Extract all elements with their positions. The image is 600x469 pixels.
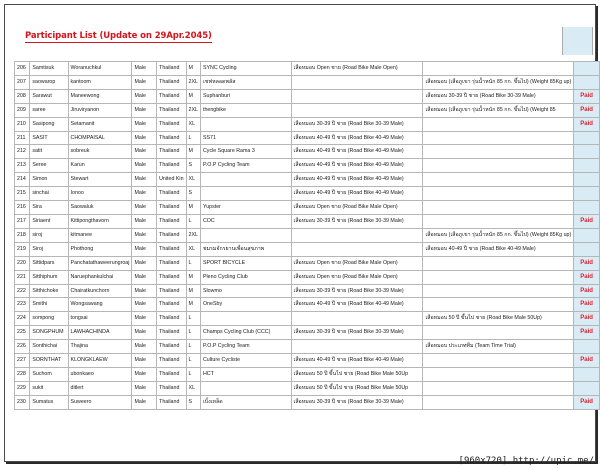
- cell-first: Sumatus: [30, 395, 68, 409]
- cell-sex: Male: [132, 270, 157, 284]
- cell-pad: Paid: [574, 395, 600, 409]
- cell-team: P.O.P Cycling Team: [200, 340, 291, 354]
- cell-no: 229: [15, 381, 30, 395]
- image-watermark: [960x720] http://upic.me/: [458, 456, 594, 466]
- table-row: [15, 256, 600, 270]
- cell-team: P.O.P Cycling Team: [200, 159, 291, 173]
- cell-cat2: [423, 159, 574, 173]
- cell-cat2: [423, 367, 574, 381]
- cell-nation: Thailand: [157, 62, 186, 76]
- cell-pad: [574, 159, 600, 173]
- participant-table: [14, 61, 600, 410]
- table-row: [15, 214, 600, 228]
- cell-first: SASIT: [30, 131, 68, 145]
- cell-cat2: เสือหมอบ 30-39 ปี ชาย (Road Bike 30-39 Male): [423, 89, 574, 103]
- cell-no: 216: [15, 201, 30, 215]
- cell-size: S: [186, 159, 200, 173]
- cell-last: CHOMPAISAL: [68, 131, 132, 145]
- cell-sex: Male: [132, 381, 157, 395]
- cell-sex: Male: [132, 173, 157, 187]
- header-status-cell: [562, 27, 593, 55]
- cell-no: 214: [15, 173, 30, 187]
- cell-cat1: เสือหมอบ 40-49 ปี ชาย (Road Bike 40-49 Male): [291, 187, 423, 201]
- cell-size: M: [186, 62, 200, 76]
- cell-pad: Paid: [574, 298, 600, 312]
- cell-pad: [574, 131, 600, 145]
- cell-cat1: เสือหมอบ 30-39 ปี ชาย (Road Bike 30-39 Male): [291, 326, 423, 340]
- table-row: [15, 103, 600, 117]
- cell-no: 215: [15, 187, 30, 201]
- cell-sex: Male: [132, 395, 157, 409]
- cell-first: saowarop: [30, 75, 68, 89]
- table-row: [15, 201, 600, 215]
- cell-no: 227: [15, 354, 30, 368]
- cell-pad: [574, 367, 600, 381]
- cell-pad: [574, 381, 600, 395]
- cell-nation: Thailand: [157, 326, 186, 340]
- cell-nation: Thailand: [157, 214, 186, 228]
- cell-pad: Paid: [574, 117, 600, 131]
- cell-last: Setamanit: [68, 117, 132, 131]
- cell-last: Stewart: [68, 173, 132, 187]
- cell-pad: [574, 340, 600, 354]
- cell-team: OneSby: [200, 298, 291, 312]
- cell-pad: Paid: [574, 103, 600, 117]
- cell-cat2: เสือหมอบ (เสือภูเขา รุ่นน้ำหนัก 85 กก. ขึ้นไป) (Weight 85Kg up): [423, 228, 574, 242]
- cell-no: 209: [15, 103, 30, 117]
- cell-no: 213: [15, 159, 30, 173]
- cell-pad: [574, 201, 600, 215]
- cell-cat2: [423, 173, 574, 187]
- cell-cat1: [291, 103, 423, 117]
- cell-cat2: [423, 298, 574, 312]
- cell-pad: Paid: [574, 284, 600, 298]
- table-row: [15, 75, 600, 89]
- cell-cat1: เสือหมอบ 30-39 ปี ชาย (Road Bike 30-39 Male): [291, 395, 423, 409]
- cell-sex: Male: [132, 159, 157, 173]
- cell-first: saree: [30, 103, 68, 117]
- cell-size: L: [186, 131, 200, 145]
- cell-pad: Paid: [574, 354, 600, 368]
- cell-size: M: [186, 298, 200, 312]
- table-row: [15, 298, 600, 312]
- cell-team: Yupster: [200, 201, 291, 215]
- cell-team: [200, 173, 291, 187]
- cell-size: 2XL: [186, 103, 200, 117]
- cell-cat2: [423, 145, 574, 159]
- cell-size: 2XL: [186, 228, 200, 242]
- cell-nation: Thailand: [157, 187, 186, 201]
- cell-last: Naruephankulchai: [68, 270, 132, 284]
- cell-pad: [574, 62, 600, 76]
- cell-no: 222: [15, 284, 30, 298]
- cell-nation: Thailand: [157, 201, 186, 215]
- cell-nation: Thailand: [157, 75, 186, 89]
- cell-team: Slowmo: [200, 284, 291, 298]
- cell-last: Suweero: [68, 395, 132, 409]
- cell-no: 218: [15, 228, 30, 242]
- cell-no: 206: [15, 62, 30, 76]
- cell-team: Suphanburi: [200, 89, 291, 103]
- cell-nation: Thailand: [157, 131, 186, 145]
- cell-first: Siriaent: [30, 214, 68, 228]
- cell-no: 230: [15, 395, 30, 409]
- cell-cat1: เสือหมอบ 40-49 ปี ชาย (Road Bike 40-49 Male): [291, 145, 423, 159]
- table-row: [15, 354, 600, 368]
- cell-size: M: [186, 201, 200, 215]
- cell-no: 221: [15, 270, 30, 284]
- cell-nation: Thailand: [157, 284, 186, 298]
- cell-first: Siroj: [30, 242, 68, 256]
- cell-size: S: [186, 187, 200, 201]
- cell-last: Karun: [68, 159, 132, 173]
- cell-sex: Male: [132, 145, 157, 159]
- cell-cat2: เสือหมอบ 50 ปี ขึ้นไป ชาย (Road Bike Male 50Up): [423, 312, 574, 326]
- cell-nation: Thailand: [157, 298, 186, 312]
- cell-first: satit: [30, 145, 68, 159]
- cell-last: ditlert: [68, 381, 132, 395]
- cell-no: 217: [15, 214, 30, 228]
- cell-nation: Thailand: [157, 103, 186, 117]
- cell-last: KLONGKLAEW: [68, 354, 132, 368]
- cell-cat1: เสือหมอบ 40-49 ปี ชาย (Road Bike 40-49 Male): [291, 159, 423, 173]
- cell-cat2: [423, 354, 574, 368]
- cell-team: เชฟหลอดพลัส: [200, 75, 291, 89]
- cell-no: 208: [15, 89, 30, 103]
- cell-no: 224: [15, 312, 30, 326]
- cell-last: Ionoo: [68, 187, 132, 201]
- cell-sex: Male: [132, 228, 157, 242]
- cell-nation: Thailand: [157, 159, 186, 173]
- table-row: [15, 159, 600, 173]
- cell-pad: [574, 228, 600, 242]
- cell-pad: [574, 187, 600, 201]
- cell-last: LAWHACHINDA: [68, 326, 132, 340]
- cell-pad: Paid: [574, 326, 600, 340]
- cell-cat1: เสือหมอบ 40-49 ปี ชาย (Road Bike 40-49 Male): [291, 354, 423, 368]
- cell-nation: Thailand: [157, 242, 186, 256]
- cell-cat1: [291, 75, 423, 89]
- cell-cat1: เสือหมอบ 50 ปี ขึ้นไป ชาย (Road Bike Male 50Up: [291, 381, 423, 395]
- cell-sex: Male: [132, 367, 157, 381]
- cell-sex: Male: [132, 103, 157, 117]
- table-row: [15, 89, 600, 103]
- cell-team: Pleno Cycling Club: [200, 270, 291, 284]
- cell-no: 228: [15, 367, 30, 381]
- table-row: [15, 395, 600, 409]
- cell-last: kantoom: [68, 75, 132, 89]
- cell-cat2: [423, 201, 574, 215]
- cell-size: XL: [186, 173, 200, 187]
- cell-sex: Male: [132, 201, 157, 215]
- cell-pad: Paid: [574, 270, 600, 284]
- cell-last: Chairatkunchorn: [68, 284, 132, 298]
- cell-sex: Male: [132, 117, 157, 131]
- cell-sex: Male: [132, 62, 157, 76]
- cell-sex: Male: [132, 312, 157, 326]
- cell-no: 211: [15, 131, 30, 145]
- cell-nation: Thailand: [157, 228, 186, 242]
- table-row: [15, 367, 600, 381]
- cell-team: [200, 228, 291, 242]
- cell-size: XL: [186, 242, 200, 256]
- cell-sex: Male: [132, 340, 157, 354]
- cell-pad: Paid: [574, 214, 600, 228]
- cell-last: Saowaluk: [68, 201, 132, 215]
- table-row: [15, 131, 600, 145]
- cell-team: [200, 312, 291, 326]
- cell-last: Jiruviryanon: [68, 103, 132, 117]
- cell-size: M: [186, 145, 200, 159]
- cell-team: SPORT BICYCLE: [200, 256, 291, 270]
- cell-cat2: เสือหมอบ (เสือภูเขา รุ่นน้ำหนัก 85 กก. ขึ้นไป) (Weight 85: [423, 103, 574, 117]
- cell-first: Sittidpars: [30, 256, 68, 270]
- cell-cat2: [423, 131, 574, 145]
- cell-cat1: [291, 228, 423, 242]
- cell-cat1: เสือหมอบ 40-49 ปี ชาย (Road Bike 40-49 Male): [291, 131, 423, 145]
- table-row: [15, 340, 600, 354]
- cell-first: SONGPHUM: [30, 326, 68, 340]
- cell-first: Sitthiphum: [30, 270, 68, 284]
- cell-team: HCT: [200, 367, 291, 381]
- cell-team: [200, 187, 291, 201]
- cell-first: sompong: [30, 312, 68, 326]
- cell-no: 207: [15, 75, 30, 89]
- cell-nation: Thailand: [157, 312, 186, 326]
- cell-first: Sonthichai: [30, 340, 68, 354]
- table-row: [15, 312, 600, 326]
- page-title: Participant List (Update on 29Apr.2045): [25, 31, 212, 41]
- cell-cat2: [423, 117, 574, 131]
- cell-pad: Paid: [574, 256, 600, 270]
- cell-size: M: [186, 89, 200, 103]
- cell-cat2: [423, 62, 574, 76]
- cell-last: Wongsawang: [68, 298, 132, 312]
- cell-cat1: [291, 312, 423, 326]
- cell-first: Sira: [30, 201, 68, 215]
- cell-nation: Thailand: [157, 256, 186, 270]
- table-row: [15, 62, 600, 76]
- cell-nation: Thailand: [157, 354, 186, 368]
- cell-cat1: เสือหมอบ 40-49 ปี ชาย (Road Bike 40-49 Male): [291, 298, 423, 312]
- cell-size: 2XL: [186, 75, 200, 89]
- table-row: [15, 228, 600, 242]
- cell-pad: [574, 242, 600, 256]
- cell-cat1: เสือหมอบ 30-39 ปี ชาย (Road Bike 30-39 Male): [291, 117, 423, 131]
- cell-team: COC: [200, 214, 291, 228]
- cell-last: tongsai: [68, 312, 132, 326]
- cell-nation: Thailand: [157, 270, 186, 284]
- cell-first: Simon: [30, 173, 68, 187]
- cell-no: 210: [15, 117, 30, 131]
- table-row: [15, 117, 600, 131]
- cell-nation: Thailand: [157, 145, 186, 159]
- cell-nation: Thailand: [157, 395, 186, 409]
- cell-nation: Thailand: [157, 340, 186, 354]
- table-row: [15, 326, 600, 340]
- cell-first: Sasipong: [30, 117, 68, 131]
- cell-size: L: [186, 340, 200, 354]
- cell-size: XL: [186, 117, 200, 131]
- cell-team: SS71: [200, 131, 291, 145]
- cell-sex: Male: [132, 242, 157, 256]
- cell-last: Thajina: [68, 340, 132, 354]
- cell-size: S: [186, 395, 200, 409]
- cell-cat2: [423, 284, 574, 298]
- cell-cat1: เสือหมอบ Open ชาย (Road Bike Male Open): [291, 62, 423, 76]
- cell-no: 225: [15, 326, 30, 340]
- cell-sex: Male: [132, 89, 157, 103]
- cell-pad: Paid: [574, 89, 600, 103]
- cell-cat1: เสือหมอบ Open ชาย (Road Bike Male Open): [291, 270, 423, 284]
- cell-cat2: [423, 256, 574, 270]
- cell-cat2: [423, 326, 574, 340]
- cell-size: L: [186, 367, 200, 381]
- cell-last: ubonkaeo: [68, 367, 132, 381]
- cell-size: L: [186, 354, 200, 368]
- cell-last: kitmanee: [68, 228, 132, 242]
- cell-no: 220: [15, 256, 30, 270]
- cell-no: 226: [15, 340, 30, 354]
- cell-size: L: [186, 312, 200, 326]
- cell-sex: Male: [132, 214, 157, 228]
- cell-nation: United Kin: [157, 173, 186, 187]
- cell-cat1: เสือหมอบ 30-39 ปี ชาย (Road Bike 30-39 Male): [291, 214, 423, 228]
- cell-team: Champs Cycling Club (CCC): [200, 326, 291, 340]
- cell-first: Smithi: [30, 298, 68, 312]
- cell-team: thengbike: [200, 103, 291, 117]
- cell-cat1: [291, 89, 423, 103]
- cell-sex: Male: [132, 256, 157, 270]
- cell-first: sinchai: [30, 187, 68, 201]
- table-row: [15, 242, 600, 256]
- cell-cat1: [291, 242, 423, 256]
- table-row: [15, 173, 600, 187]
- cell-last: Kittipongthavorn: [68, 214, 132, 228]
- cell-sex: Male: [132, 354, 157, 368]
- cell-cat1: เสือหมอบ 30-39 ปี ชาย (Road Bike 30-39 Male): [291, 284, 423, 298]
- cell-sex: Male: [132, 284, 157, 298]
- cell-pad: Paid: [574, 312, 600, 326]
- cell-first: Samtisuk: [30, 62, 68, 76]
- cell-sex: Male: [132, 131, 157, 145]
- cell-first: Sitthichoke: [30, 284, 68, 298]
- table-row: [15, 145, 600, 159]
- cell-pad: [574, 75, 600, 89]
- cell-size: L: [186, 256, 200, 270]
- cell-team: [200, 381, 291, 395]
- cell-cat1: เสือหมอบ Open ชาย (Road Bike Male Open): [291, 256, 423, 270]
- cell-size: XL: [186, 381, 200, 395]
- cell-last: Panchatathaweerungroaj: [68, 256, 132, 270]
- cell-team: ชมรมจักรยานเพื่อนสุขภาพ: [200, 242, 291, 256]
- cell-size: L: [186, 214, 200, 228]
- cell-no: 223: [15, 298, 30, 312]
- cell-pad: [574, 173, 600, 187]
- cell-nation: Thailand: [157, 89, 186, 103]
- cell-first: siroj: [30, 228, 68, 242]
- cell-cat2: เสือหมอบ 40-49 ปี ชาย (Road Bike 40-49 Male): [423, 242, 574, 256]
- cell-nation: Thailand: [157, 117, 186, 131]
- cell-team: SYNC Cycling: [200, 62, 291, 76]
- table-row: [15, 284, 600, 298]
- cell-nation: Thailand: [157, 381, 186, 395]
- cell-sex: Male: [132, 75, 157, 89]
- cell-cat1: เสือหมอบ 40-49 ปี ชาย (Road Bike 40-49 Male): [291, 173, 423, 187]
- cell-team: เบิ้งเหล็ด: [200, 395, 291, 409]
- participant-table-body: [15, 62, 600, 410]
- cell-cat2: [423, 395, 574, 409]
- table-row: [15, 187, 600, 201]
- cell-last: sobreuk: [68, 145, 132, 159]
- cell-cat2: เสือหมอบ (เสือภูเขา รุ่นน้ำหนัก 85 กก. ขึ้นไป) (Weight 85Kg up): [423, 75, 574, 89]
- cell-first: SORNTHAT: [30, 354, 68, 368]
- cell-last: Woranuchkul: [68, 62, 132, 76]
- table-row: [15, 381, 600, 395]
- cell-last: Maneewong: [68, 89, 132, 103]
- cell-cat1: เสือหมอบ 50 ปี ขึ้นไป ชาย (Road Bike Male 50Up: [291, 367, 423, 381]
- cell-last: Phothong: [68, 242, 132, 256]
- cell-no: 219: [15, 242, 30, 256]
- cell-cat1: เสือหมอบ Open ชาย (Road Bike Male Open): [291, 201, 423, 215]
- cell-sex: Male: [132, 298, 157, 312]
- cell-team: [200, 117, 291, 131]
- cell-team: Culture Cycliste: [200, 354, 291, 368]
- cell-sex: Male: [132, 326, 157, 340]
- cell-size: L: [186, 326, 200, 340]
- cell-pad: [574, 145, 600, 159]
- cell-no: 212: [15, 145, 30, 159]
- cell-cat1: [291, 340, 423, 354]
- table-row: [15, 270, 600, 284]
- cell-cat2: [423, 270, 574, 284]
- cell-cat2: [423, 187, 574, 201]
- cell-first: sukit: [30, 381, 68, 395]
- cell-size: M: [186, 270, 200, 284]
- cell-cat2: [423, 214, 574, 228]
- cell-first: Suchom: [30, 367, 68, 381]
- cell-nation: Thailand: [157, 367, 186, 381]
- cell-cat2: [423, 381, 574, 395]
- cell-cat2: เสือหมอบ ประเภททีม (Team Time Trial): [423, 340, 574, 354]
- cell-team: Cycle Square Rama 3: [200, 145, 291, 159]
- cell-size: M: [186, 284, 200, 298]
- cell-first: Seree: [30, 159, 68, 173]
- cell-sex: Male: [132, 187, 157, 201]
- cell-first: Sarawut: [30, 89, 68, 103]
